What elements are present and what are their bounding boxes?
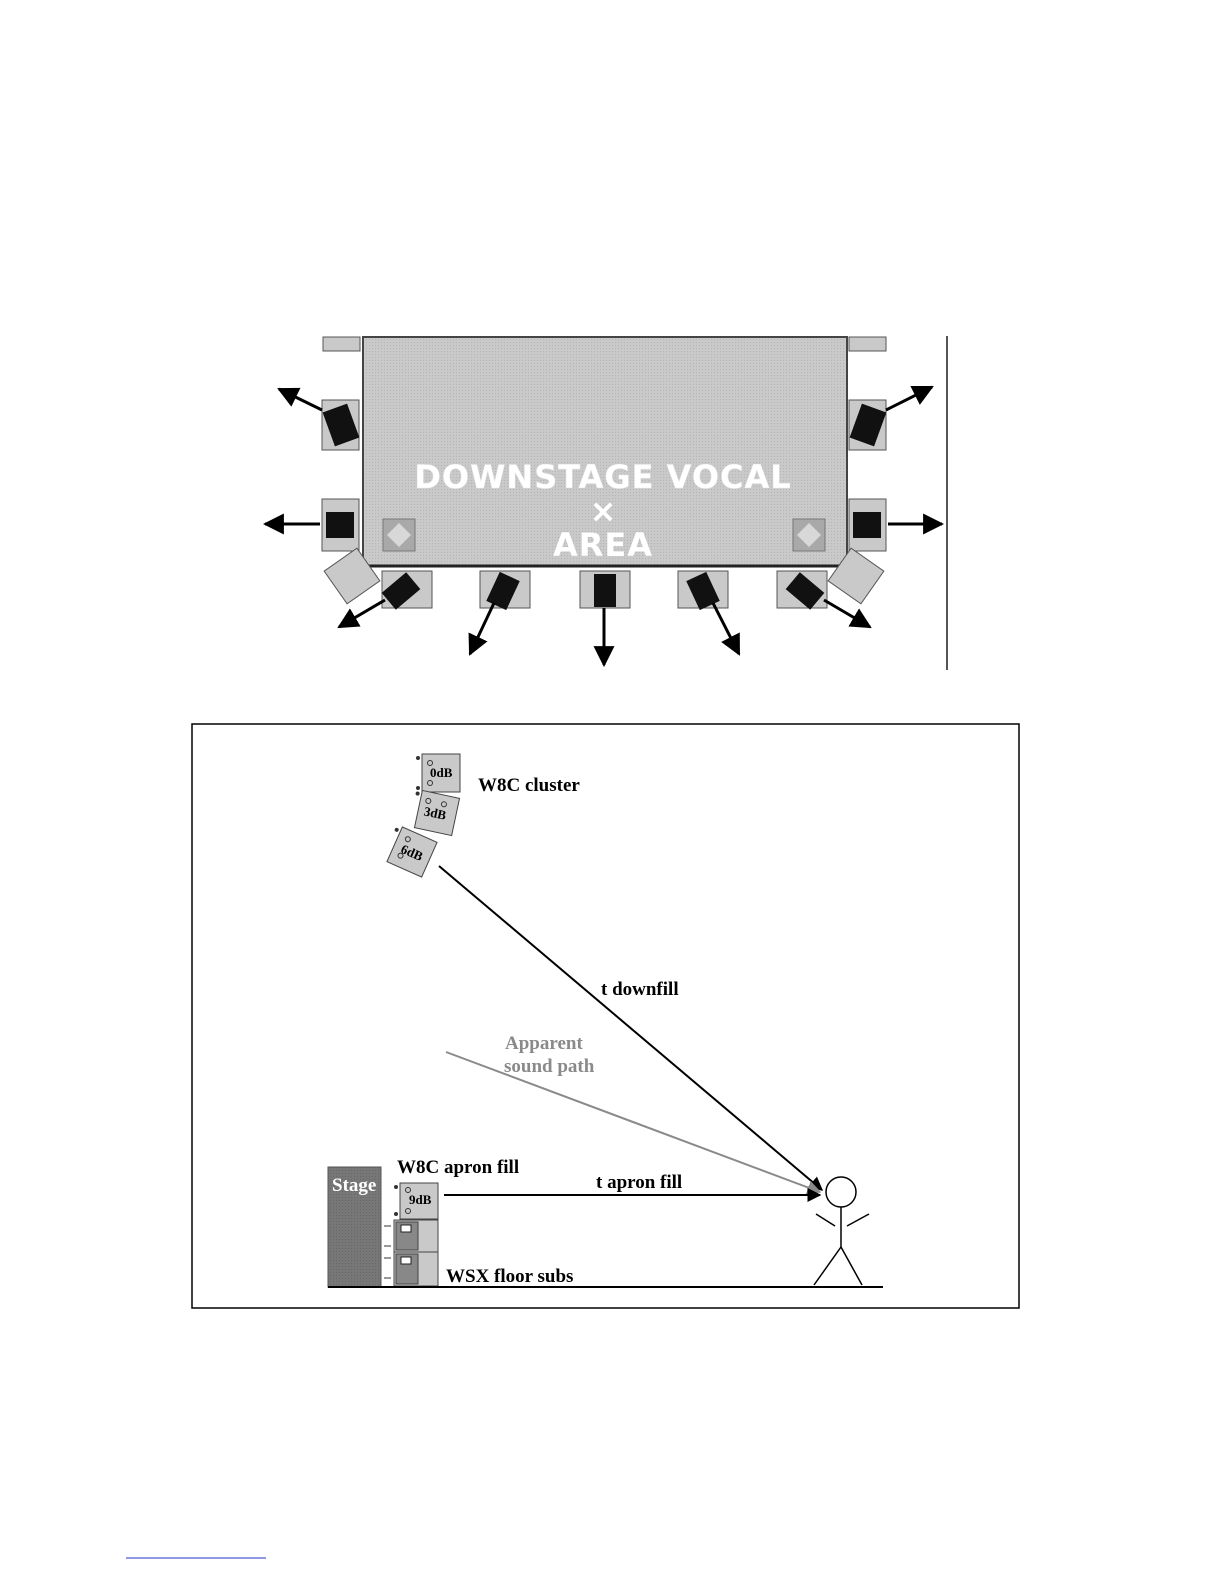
area-title-line2: × — [589, 492, 617, 530]
speaker-right-upper — [849, 400, 886, 450]
diagram-frame — [192, 724, 1019, 1308]
downfill-label: t downfill — [601, 979, 679, 1000]
cluster-level-2: 6dB — [398, 841, 426, 864]
apparent-label-line1: Apparent — [505, 1033, 583, 1054]
apron-label: W8C apron fill — [397, 1157, 520, 1178]
floor-marker-right — [793, 519, 825, 551]
floor-marker-left — [383, 519, 415, 551]
cluster-label: W8C cluster — [478, 775, 580, 796]
stage-plan-diagram — [265, 336, 947, 670]
cluster-level-0: 0dB — [430, 765, 453, 780]
apron-level: 9dB — [409, 1192, 432, 1207]
apron-time-label: t apron fill — [596, 1172, 683, 1193]
speaker-bottom-5 — [777, 571, 827, 610]
stage-label: Stage — [332, 1175, 377, 1196]
cluster-level-1: 3dB — [422, 803, 448, 823]
area-title-line1: DOWNSTAGE VOCAL — [414, 458, 792, 496]
speaker-bottom-4 — [678, 571, 728, 610]
area-title-line3: AREA — [552, 526, 654, 564]
apron-fill-cabinet — [394, 1183, 438, 1219]
speaker-right-middle — [849, 499, 886, 551]
cluster-cabinet-top — [416, 754, 460, 792]
subs-label: WSX floor subs — [446, 1266, 574, 1287]
side-elevation-diagram — [192, 724, 1019, 1308]
speaker-left-middle — [322, 499, 359, 551]
speaker-bottom-2 — [480, 571, 530, 610]
apparent-label-line2: sound path — [504, 1056, 595, 1077]
speaker-bottom-3 — [580, 571, 630, 608]
speaker-left-upper — [322, 400, 359, 450]
speaker-bottom-1 — [382, 571, 432, 610]
